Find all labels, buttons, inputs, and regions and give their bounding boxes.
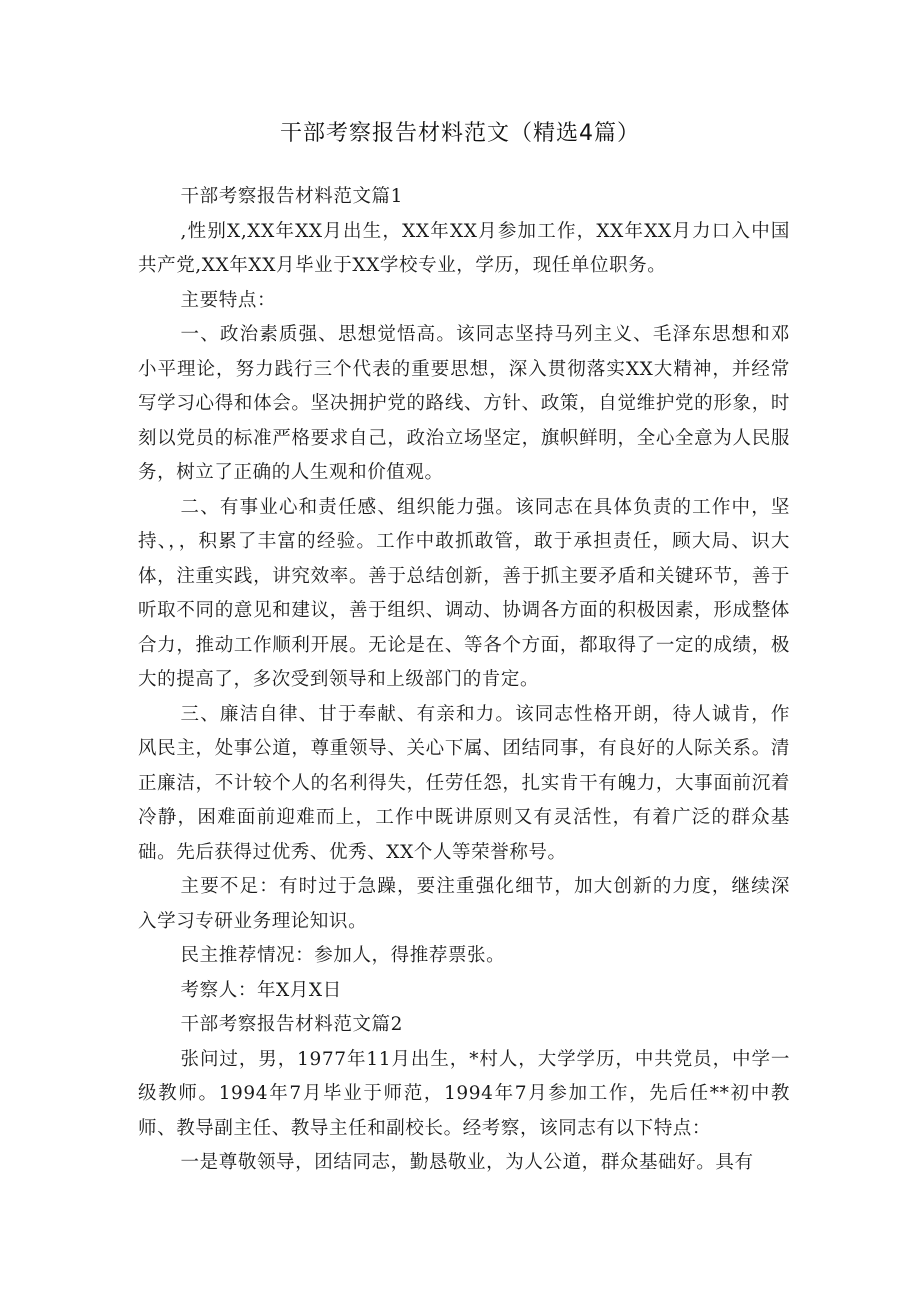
paragraph-feature-2-1: 一是尊敬领导，团结同志，勤恳敬业，为人公道，群众基础好。具有 [180, 1152, 754, 1173]
paragraph-feature-2: 二、有事业心和责任感、组织能力强。该同志在具体负责的工作中，坚持、，，积累了丰富的经验。工作中敢抓敢管，敢于承担责任，顾大局、识大体，注重实践，讲究效率。善于总结创新，善于抓主要矛盾和关键环节，善于听取不同的意见和建议，善于组织、调动、协调各方面的积极因素，形成整体合力，推动工作顺利开展。无论是在、等各个方面，都取得了一定的成绩，极大的提高了，多次受到领导和上级部门的肯定。 [138, 496, 790, 690]
paragraph-feature-3: 三、廉洁自律、甘于奉献、有亲和力。该同志性格开朗，待人诚肯，作风民主，处事公道，尊重领导、关心下属、团结同事，有良好的人际关系。清正廉洁，不计较个人的名利得失，任劳任怨，扎实肯干有魄力，大事面前沉着冷静，困难面前迎难而上，工作中既讲原则又有灵活性，有着广泛的群众基础。先后获得过优秀、优秀、XX个人等荣誉称号。 [138, 703, 790, 863]
section-heading-1: 干部考察报告材料范文篇1 [180, 186, 404, 207]
paragraph-basic-info: ,性别X,XX年XX月出生，XX年XX月参加工作，XX年XX月力口入中国共产党,XX年XX月毕业于XX学校专业，学历，现任单位职务。 [138, 220, 790, 276]
paragraph-main-features-label: 主要特点： [180, 289, 277, 311]
paragraph-inspector: 考察人：年X月X日 [180, 979, 342, 1001]
section-heading-2: 干部考察报告材料范文篇2 [180, 1014, 404, 1035]
paragraph-shortcomings: 主要不足：有时过于急躁，要注重强化细节，加大创新的力度，继续深入学习专研业务理论知识。 [138, 876, 790, 932]
paragraph-profile-2: 张问过，男，1977年11月出生，*村人，大学学历，中共党员，中学一级教师。1994年7月毕业于师范，1994年7月参加工作，先后任**初中教师、教导副主任、教导主任和副校长。经考察，该同志有以下特点： [138, 1048, 790, 1139]
paragraph-feature-1: 一、政治素质强、思想觉悟高。该同志坚持马列主义、毛泽东思想和邓小平理论，努力践行三个代表的重要思想，深入贯彻落实XX大精神，并经常写学习心得和体会。坚决拥护党的路线、方针、政策，自觉维护党的形象，时刻以党员的标准严格要求自己，政治立场坚定，旗帜鲜明，全心全意为人民服务，树立了正确的人生观和价值观。 [138, 324, 790, 483]
document-title: 干部考察报告材料范文（精选4篇） [280, 121, 640, 146]
paragraph-recommendation: 民主推荐情况：参加人，得推荐票张。 [180, 945, 506, 966]
document-body [138, 180, 790, 1181]
